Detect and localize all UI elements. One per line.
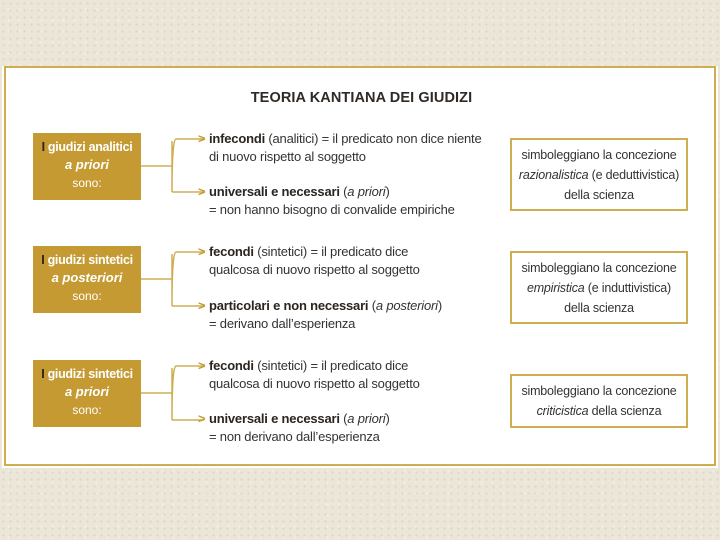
arrow-icon: > [198,358,206,373]
concept-empiristic: simboleggiano la concezione empiristica (e induttivistica) della scienza [510,251,688,324]
statement-row3-fecondi: > fecondi (sintetici) = il predicato dice qualcosa di nuovo rispetto al soggetto [198,358,420,391]
arrow-icon: > [198,244,206,259]
box-synthetic-a-priori: I giudizi sintetici a priori sono: [33,360,141,427]
bracket-row-3 [141,366,204,420]
arrow-icon: > [198,298,206,313]
bracket-row-1 [141,139,204,192]
concept-rationalistic: simboleggiano la concezione razionalistica (e deduttivistica) della scienza [510,138,688,211]
statement-row1-infecondi: > infecondi (analitici) = il predicato non dice niente di nuovo rispetto al soggetto [198,131,482,164]
statement-row1-universali: > universali e necessari (a priori) = non hanno bisogno di convalide empiriche [198,184,455,217]
diagram-title: TEORIA KANTIANA DEI GIUDIZI [250,90,473,106]
bracket-row-2 [141,252,204,306]
arrow-icon: > [198,184,206,199]
box-analytic-a-priori: I giudizi analitici a priori sono: [33,133,141,200]
concept-criticistic: simboleggiano la concezione criticistica della scienza [510,374,688,428]
arrow-icon: > [198,411,206,426]
statement-row2-particolari: > particolari e non necessari (a posteriori) = derivano dall’esperienza [198,298,442,331]
statement-row2-fecondi: > fecondi (sintetici) = il predicato dice qualcosa di nuovo rispetto al soggetto [198,244,420,277]
statement-row3-universali: > universali e necessari (a priori) = non derivano dall’esperienza [198,411,390,444]
box-synthetic-a-posteriori: I giudizi sintetici a posteriori sono: [33,246,141,313]
arrow-icon: > [198,131,206,146]
